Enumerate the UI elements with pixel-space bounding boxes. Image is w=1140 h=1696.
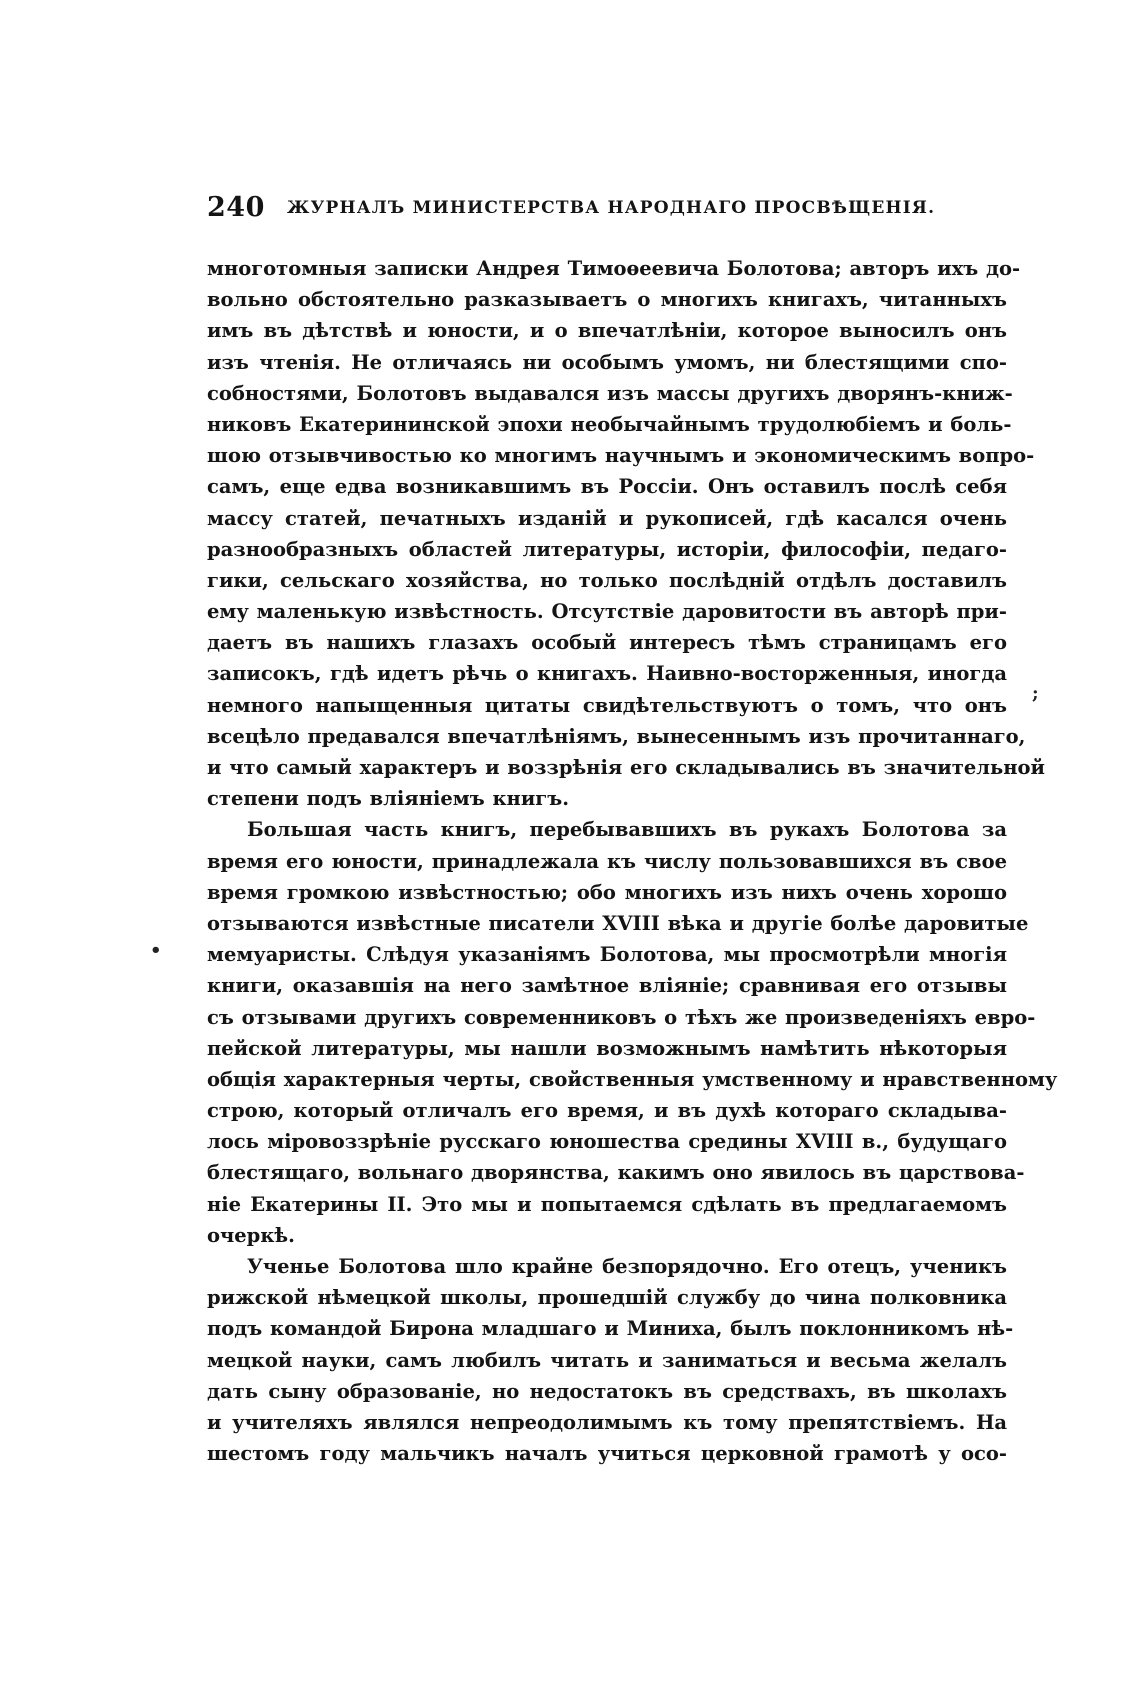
paragraph: [207, 814, 1058, 1251]
text-line: пейской литературы, мы нашли возможнымъ намѣтить нѣкоторыя: [207, 1036, 1007, 1060]
text-line: мецкой науки, самъ любилъ читать и заниматься и весьма желалъ: [207, 1348, 1007, 1372]
margin-mark-right: ;: [1032, 683, 1039, 704]
text-line: блестящаго, вольнаго дворянства, какимъ оно явилось въ царствова-: [207, 1161, 1025, 1185]
text-line: вольно обстоятельно разказываетъ о многихъ книгахъ, читанныхъ: [207, 288, 1007, 312]
text-line: никовъ Екатерининской эпохи необычайнымъ трудолюбіемъ и боль-: [207, 412, 1012, 436]
margin-mark-left: •: [150, 940, 162, 961]
text-line: и что самый характеръ и воззрѣнія его складывались въ значительной: [207, 756, 1045, 779]
text-line: подъ командой Бирона младшаго и Миниха, былъ поклонникомъ нѣ-: [207, 1317, 1014, 1341]
text-line: Большая часть книгъ, перебывавшихъ въ рукахъ Болотова за: [247, 818, 1007, 842]
text-line: время громкою извѣстностью; обо многихъ изъ нихъ очень хорошо: [207, 880, 1007, 904]
journal-title: ЖУРНАЛЪ МИНИСТЕРСТВА НАРОДНАГО ПРОСВѢЩЕНІЯ.: [287, 198, 936, 218]
text-line: массу статей, печатныхъ изданій и рукописей, гдѣ касался очень: [207, 506, 1007, 530]
text-line: дать сыну образованіе, но недостатокъ въ средствахъ, въ школахъ: [207, 1379, 1007, 1403]
text-line: лось міровоззрѣніе русскаго юношества средины XVIII в., будущаго: [207, 1130, 1007, 1154]
text-line: шестомъ году мальчикъ началъ учиться церковной грамотѣ у осо-: [207, 1442, 1007, 1466]
text-line: ему маленькую извѣстность. Отсутствіе даровитости въ авторѣ при-: [207, 600, 1007, 624]
text-line: съ отзывами другихъ современниковъ о тѣхъ же произведеніяхъ евро-: [207, 1005, 1036, 1029]
paragraph: [207, 253, 1045, 814]
text-line: самъ, еще едва возникавшимъ въ Россіи. Онъ оставилъ послѣ себя: [207, 475, 1007, 499]
body-text: [207, 253, 1058, 1469]
text-line: общія характерныя черты, свойственныя умственному и нравственному: [207, 1067, 1058, 1091]
text-line: записокъ, гдѣ идетъ рѣчь о книгахъ. Наивно-восторженныя, иногда: [207, 662, 1007, 686]
text-line: отзываются извѣстные писатели XVIII вѣка и другіе болѣе даровитые: [207, 911, 1029, 935]
text-line: и учителяхъ являлся непреодолимымъ къ тому препятствіемъ. На: [207, 1410, 1007, 1434]
text-line: гики, сельскаго хозяйства, но только послѣдній отдѣлъ доставилъ: [207, 568, 1007, 592]
text-line: очеркѣ.: [207, 1223, 295, 1247]
text-line: степени подъ вліяніемъ книгъ.: [207, 787, 569, 811]
text-line: разнообразныхъ областей литературы, исторіи, философіи, педаго-: [207, 537, 1007, 561]
text-line: книги, оказавшія на него замѣтное вліяніе; сравнивая его отзывы: [207, 974, 1007, 998]
text-line: имъ въ дѣтствѣ и юности, и о впечатлѣніи, которое выносилъ онъ: [207, 319, 1007, 343]
text-line: Ученье Болотова шло крайне безпорядочно. Его отецъ, ученикъ: [247, 1255, 1007, 1278]
paragraph: [207, 1251, 1014, 1469]
page-number: 240: [207, 192, 265, 223]
text-line: многотомныя записки Андрея Тимоѳеевича Болотова; авторъ ихъ до-: [207, 257, 1021, 280]
text-line: ніе Екатерины II. Это мы и попытаемся сдѣлать въ предлагаемомъ: [207, 1192, 1007, 1216]
text-line: мемуаристы. Слѣдуя указаніямъ Болотова, мы просмотрѣли многія: [207, 943, 1007, 967]
running-head: [207, 192, 1007, 232]
text-line: рижской нѣмецкой школы, прошедшій службу до чина полковника: [207, 1286, 1007, 1310]
text-line: изъ чтенія. Не отличаясь ни особымъ умомъ, ни блестящими спо-: [207, 350, 1007, 374]
text-line: строю, который отличалъ его время, и въ духѣ котораго складыва-: [207, 1099, 1007, 1123]
text-line: шою отзывчивостью ко многимъ научнымъ и экономическимъ вопро-: [207, 444, 1035, 468]
text-line: даетъ въ нашихъ глазахъ особый интересъ тѣмъ страницамъ его: [207, 631, 1007, 655]
text-line: собностями, Болотовъ выдавался изъ массы другихъ дворянъ-книж-: [207, 381, 1013, 405]
text-line: время его юности, принадлежала къ числу пользовавшихся въ свое: [207, 849, 1007, 873]
text-line: немного напыщенныя цитаты свидѣтельствуютъ о томъ, что онъ: [207, 693, 1007, 717]
text-line: всецѣло предавался впечатлѣніямъ, вынесеннымъ изъ прочитаннаго,: [207, 724, 1026, 748]
